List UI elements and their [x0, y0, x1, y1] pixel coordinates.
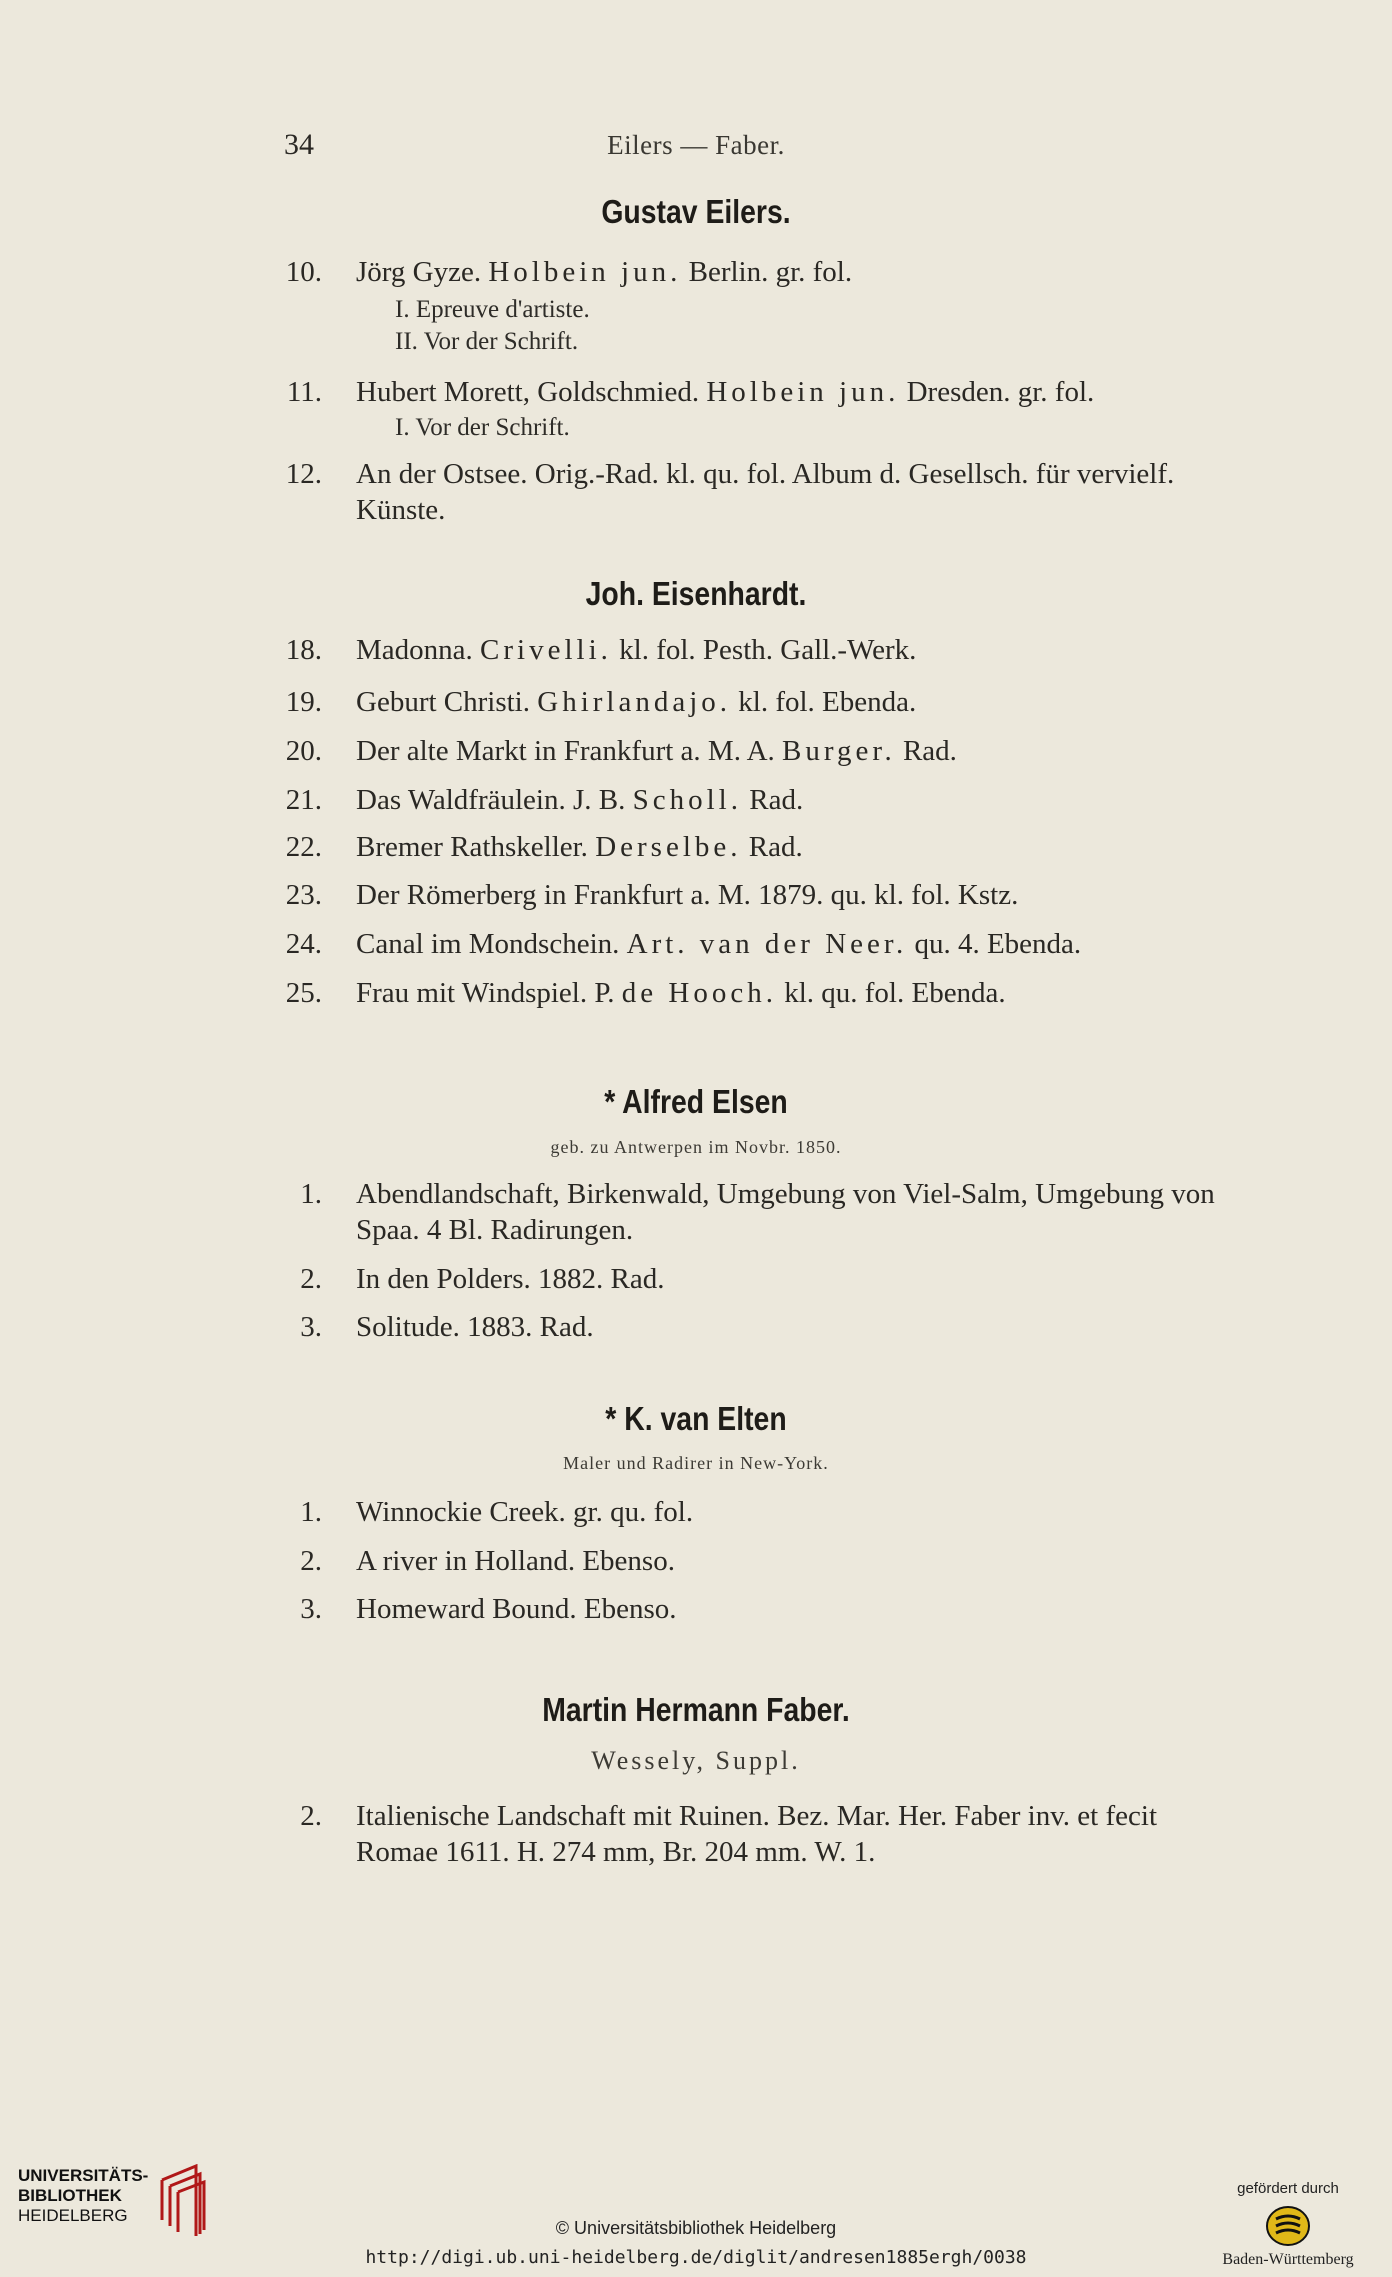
state-note: I. Epreuve d'artiste.	[395, 296, 590, 323]
entry-artist: de Hooch.	[621, 977, 777, 1009]
entry-details: Rad.	[902, 735, 957, 767]
entry-details: qu. 4. Ebenda.	[914, 928, 1082, 960]
page-header	[0, 128, 1392, 168]
entry-number: 2.	[300, 1545, 322, 1577]
entry-details: Berlin. gr. fol.	[688, 256, 853, 288]
entry-number: 23.	[285, 879, 322, 911]
entry-title: Jörg Gyze.	[356, 256, 482, 288]
library-name-line: HEIDELBERG	[18, 2206, 128, 2225]
library-name-line: UNIVERSITÄTS-	[18, 2166, 149, 2185]
entry-number: 1.	[300, 1496, 322, 1528]
entry-title: Das Waldfräulein. J. B.	[356, 784, 626, 816]
entry-title: Hubert Morett, Goldschmied.	[356, 376, 700, 408]
state-note: I. Vor der Schrift.	[395, 414, 570, 441]
entry-number: 22.	[285, 831, 322, 863]
entry-text: Der Römerberg in Frankfurt a. M. 1879. qu. kl. fol. Kstz.	[356, 879, 1019, 911]
entry-number: 11.	[286, 376, 322, 408]
entry-artist: Holbein jun.	[488, 256, 682, 288]
artist-heading: Joh. Eisenhardt.	[585, 575, 807, 612]
entry-number: 2.	[300, 1800, 322, 1832]
entry-text: In den Polders. 1882. Rad.	[356, 1263, 665, 1295]
entry-artist: Crivelli.	[480, 634, 612, 666]
artist-heading: Gustav Eilers.	[601, 193, 791, 230]
entry-number: 12.	[285, 458, 322, 490]
entry-details: Dresden. gr. fol.	[906, 376, 1095, 408]
entry-details: Rad.	[749, 784, 804, 816]
entry-title: Frau mit Windspiel. P.	[356, 977, 615, 1009]
funding-notice	[1208, 2180, 1368, 2269]
entry-details: kl. fol. Pesth. Gall.-Werk.	[619, 634, 917, 666]
entry-number: 3.	[300, 1311, 322, 1343]
entry-artist: Art. van der Neer.	[626, 928, 908, 960]
entry-text: A river in Holland. Ebenso.	[356, 1545, 675, 1577]
entry-text: Abendlandschaft, Birkenwald, Umgebung von Viel-Salm, Umgebung von Spaa. 4 Bl. Radirungen.	[356, 1178, 1215, 1246]
coat-of-arms-icon	[1265, 2205, 1311, 2247]
page-number: 34	[284, 128, 314, 161]
entry-title: Der alte Markt in Frankfurt a. M. A.	[356, 735, 775, 767]
entry-details: kl. fol. Ebenda.	[738, 686, 917, 718]
entry-number: 3.	[300, 1593, 322, 1625]
copyright-notice: © Universitätsbibliothek Heidelberg	[555, 2218, 837, 2238]
entry-number: 1.	[300, 1178, 322, 1210]
entry-artist: Burger.	[782, 735, 896, 767]
entry-title: Bremer Rathskeller.	[356, 831, 588, 863]
funding-state: Baden-Württemberg	[1222, 2251, 1354, 2268]
entry-title: Madonna.	[356, 634, 473, 666]
library-logo[interactable]	[18, 2160, 208, 2260]
funding-label: gefördert durch	[1237, 2180, 1339, 2197]
entry-title: Canal im Mondschein.	[356, 928, 620, 960]
entry-details: Rad.	[748, 831, 803, 863]
entry-title: Geburt Christi.	[356, 686, 530, 718]
entry-text: Winnockie Creek. gr. qu. fol.	[356, 1496, 694, 1528]
entry-number: 20.	[285, 735, 322, 767]
entry-number: 18.	[285, 634, 322, 666]
entry-artist: Derselbe.	[595, 831, 742, 863]
library-name-line: BIBLIOTHEK	[18, 2186, 122, 2205]
entry-text: Italienische Landschaft mit Ruinen. Bez. Mar. Her. Faber inv. et fecit Romae 1611. H. 274 mm, Br. 204 mm. W. 1.	[356, 1800, 1157, 1868]
permalink[interactable]: http://digi.ub.uni-heidelberg.de/diglit/andresen1885ergh/0038	[365, 2247, 1027, 2268]
entry-details: kl. qu. fol. Ebenda.	[784, 977, 1006, 1009]
entry-number: 10.	[285, 256, 322, 288]
running-title: Eilers — Faber.	[607, 130, 785, 160]
state-note: II. Vor der Schrift.	[395, 328, 579, 355]
artist-subtitle: Maler und Radirer in New-York.	[563, 1453, 829, 1473]
entry-text: Solitude. 1883. Rad.	[356, 1311, 594, 1343]
entry-number: 21.	[285, 784, 322, 816]
artist-heading: * K. van Elten	[605, 1400, 787, 1437]
artist-subtitle: Wessely, Suppl.	[591, 1746, 801, 1775]
entry-number: 24.	[285, 928, 322, 960]
entry-artist: Ghirlandajo.	[537, 686, 732, 718]
entry-text: Homeward Bound. Ebenso.	[356, 1593, 677, 1625]
entry-artist: Scholl.	[632, 784, 742, 816]
entry-number: 25.	[285, 977, 322, 1009]
artist-heading: Martin Hermann Faber.	[542, 1691, 850, 1728]
entry-artist: Holbein jun.	[706, 376, 900, 408]
entry-text: An der Ostsee. Orig.-Rad. kl. qu. fol. Album d. Gesellsch. für vervielf. Künste.	[356, 458, 1175, 526]
artist-subtitle: geb. zu Antwerpen im Novbr. 1850.	[550, 1137, 842, 1157]
artist-heading: * Alfred Elsen	[604, 1083, 788, 1120]
entry-number: 2.	[300, 1263, 322, 1295]
entry-number: 19.	[285, 686, 322, 718]
